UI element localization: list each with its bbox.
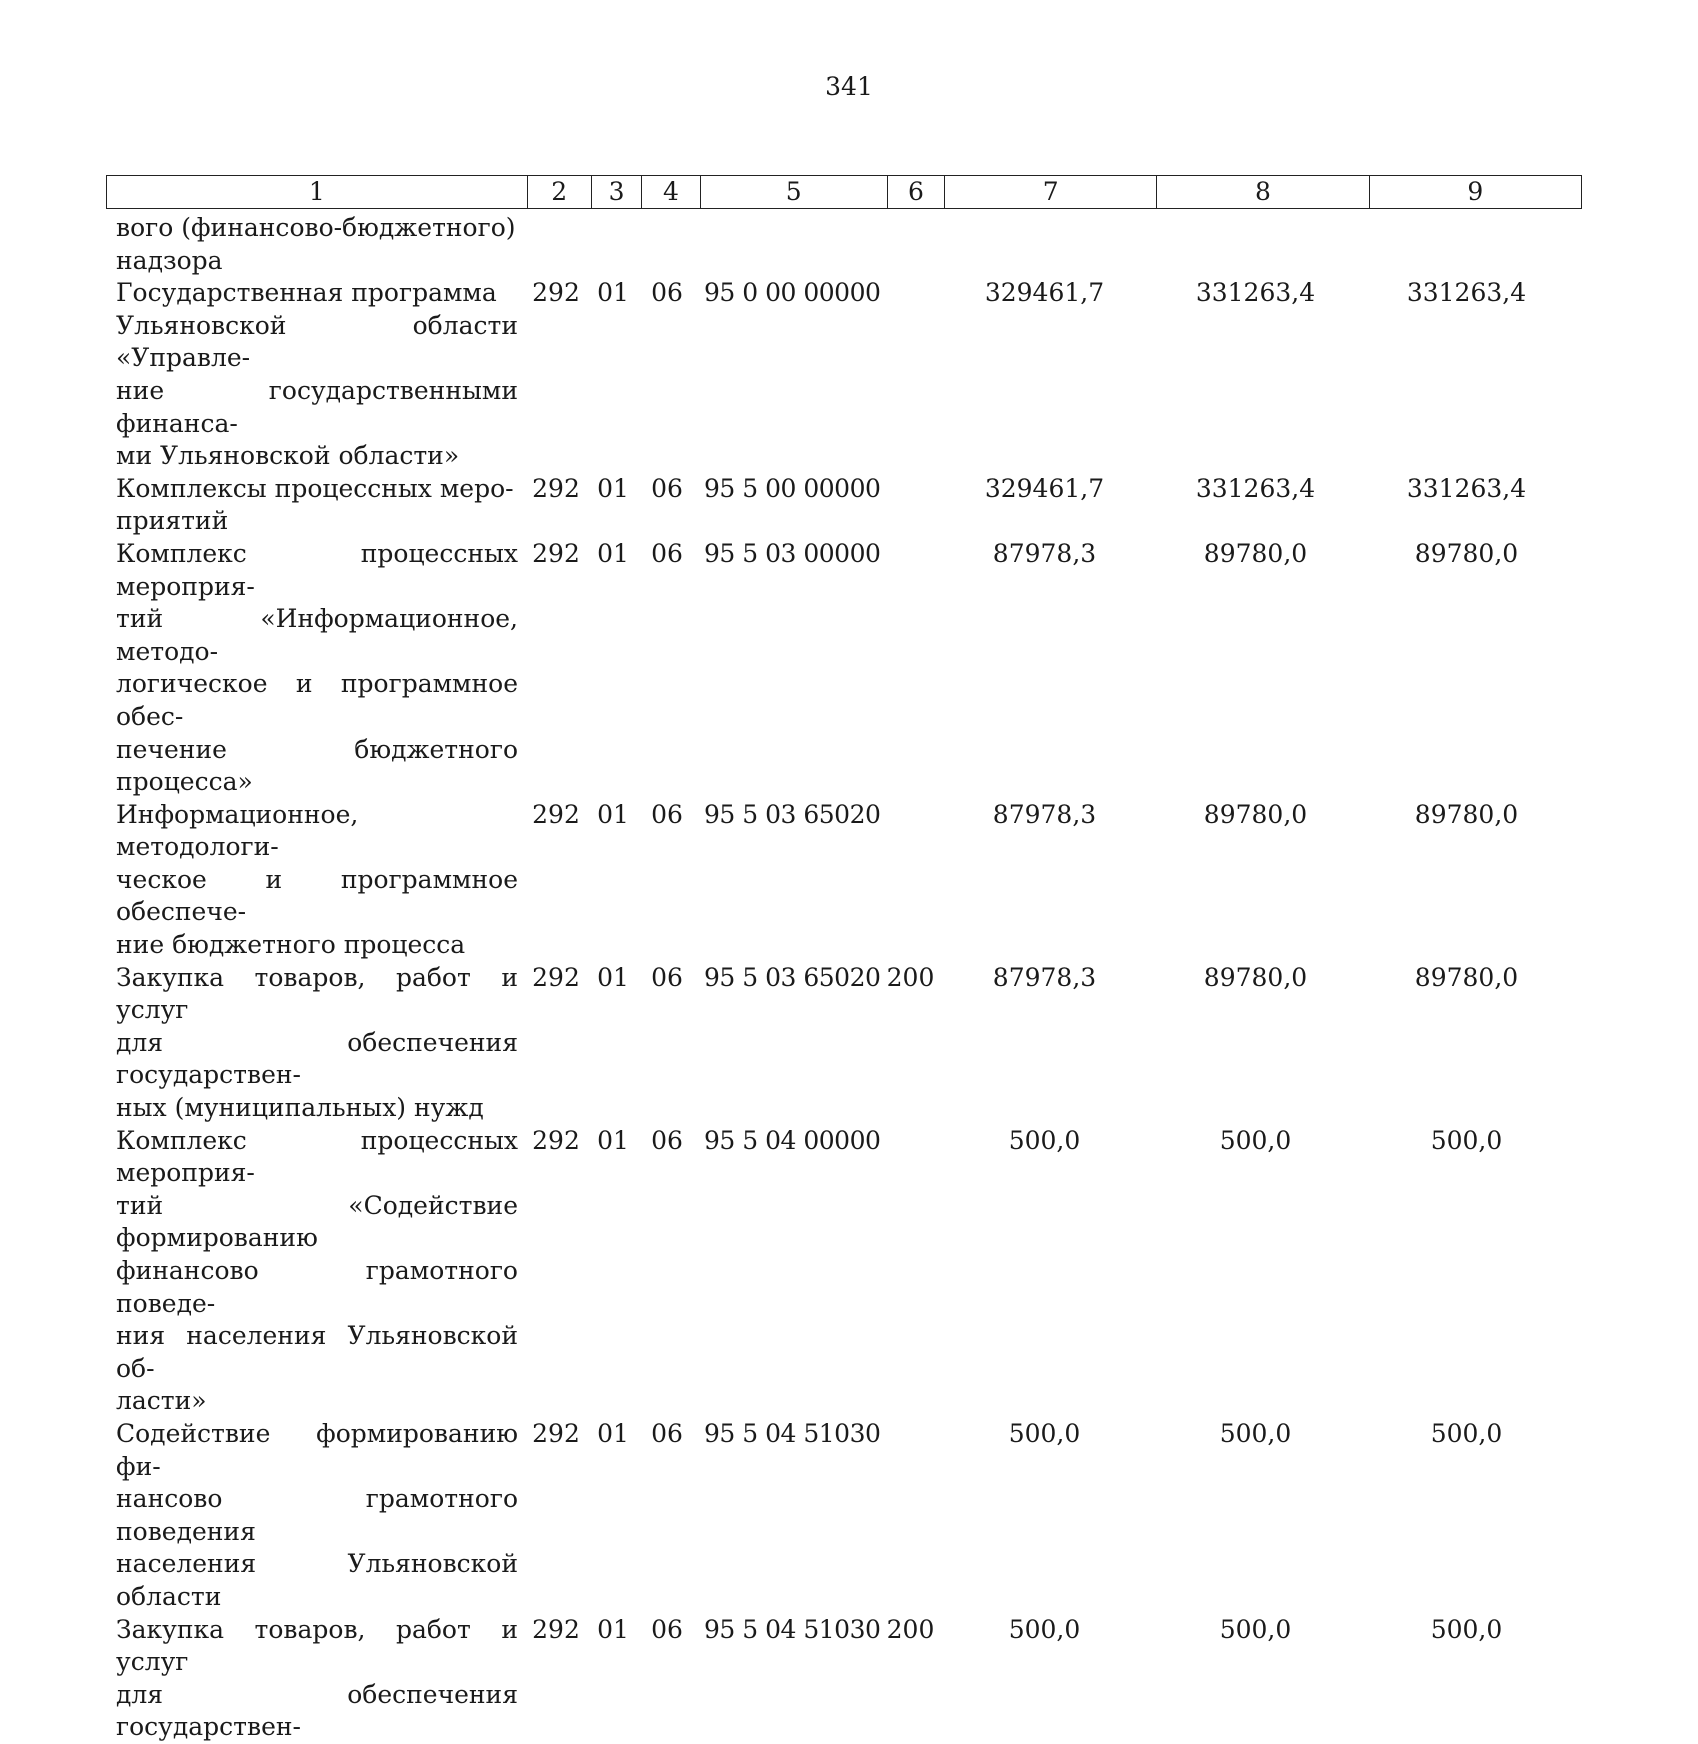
cell-col-9: 89780,0 <box>1414 962 1519 992</box>
cell-col-5: 95 5 00 00000 <box>704 473 881 503</box>
row-name: Закупка товаров, работ и услуг для обеспечения государствен- <box>116 1614 518 1742</box>
column-header-5: 5 <box>700 176 887 209</box>
cell-col-3: 01 <box>597 799 629 829</box>
cell-col-2: 292 <box>532 473 580 503</box>
cell-col-7: 329461,7 <box>984 278 1105 308</box>
row-name: Комплекс процессных мероприя- тий «Информационное, методо- логическое и программное обес- печение бюджетного процесса» <box>116 538 518 797</box>
cell-col-5: 95 5 04 00000 <box>704 1125 881 1155</box>
row-name: Комплекс процессных мероприя- тий «Содействие формированию финансово грамотного поведе- ния населения Ульяновской об- ласти» <box>116 1125 518 1416</box>
cell-col-2: 292 <box>532 962 580 992</box>
cell-col-2: 292 <box>532 1125 580 1155</box>
table-body <box>106 212 1582 1744</box>
cell-col-3: 01 <box>597 1125 629 1155</box>
page-number: 341 <box>825 72 873 101</box>
cell-col-4: 06 <box>651 473 683 503</box>
table-row <box>106 1614 1582 1744</box>
table-row <box>106 799 1582 962</box>
cell-col-8: 89780,0 <box>1203 799 1308 829</box>
cell-col-7: 500,0 <box>1008 1418 1081 1448</box>
cell-col-7: 500,0 <box>1008 1125 1081 1155</box>
cell-col-8: 500,0 <box>1219 1418 1292 1448</box>
row-name: Информационное, методологи- ческое и программное обеспече- ние бюджетного процесса <box>116 799 518 960</box>
cell-col-7: 329461,7 <box>984 473 1105 503</box>
cell-col-5: 95 5 04 51030 <box>704 1418 881 1448</box>
cell-col-8: 89780,0 <box>1203 962 1308 992</box>
column-header-3: 3 <box>591 176 641 209</box>
cell-col-3: 01 <box>597 1418 629 1448</box>
cell-col-4: 06 <box>651 1418 683 1448</box>
column-header-table <box>106 175 1582 209</box>
row-name: вого (финансово-бюджетного) надзора <box>116 213 516 275</box>
table-row <box>106 1418 1582 1614</box>
cell-col-7: 500,0 <box>1008 1614 1081 1644</box>
cell-col-8: 89780,0 <box>1203 538 1308 568</box>
cell-col-5: 95 5 03 65020 <box>704 799 881 829</box>
cell-col-3: 01 <box>597 538 629 568</box>
column-header-9: 9 <box>1369 176 1581 209</box>
table-row <box>106 1125 1582 1418</box>
row-name: Комплексы процессных меро- приятий <box>116 473 514 536</box>
cell-col-2: 292 <box>532 538 580 568</box>
cell-col-7: 87978,3 <box>992 962 1097 992</box>
cell-col-4: 06 <box>651 278 683 308</box>
column-header-8: 8 <box>1157 176 1369 209</box>
table-row <box>106 538 1582 799</box>
cell-col-2: 292 <box>532 1418 580 1448</box>
cell-col-9: 500,0 <box>1430 1614 1503 1644</box>
cell-col-3: 01 <box>597 962 629 992</box>
cell-col-8: 331263,4 <box>1195 473 1316 503</box>
cell-col-2: 292 <box>532 799 580 829</box>
row-name: Содействие формированию фи- нансово грамотного поведения населения Ульяновской области <box>116 1418 518 1611</box>
cell-col-5: 95 5 04 51030 <box>704 1614 881 1644</box>
column-header-1: 1 <box>107 176 528 209</box>
cell-col-8: 331263,4 <box>1195 278 1316 308</box>
table-row <box>106 277 1582 473</box>
cell-col-7: 87978,3 <box>992 799 1097 829</box>
cell-col-2: 292 <box>532 278 580 308</box>
cell-col-9: 500,0 <box>1430 1125 1503 1155</box>
cell-col-3: 01 <box>597 473 629 503</box>
cell-col-4: 06 <box>651 538 683 568</box>
cell-col-9: 89780,0 <box>1414 538 1519 568</box>
table-row <box>106 212 1582 277</box>
row-name: Закупка товаров, работ и услуг для обеспечения государствен- ных (муниципальных) нужд <box>116 962 518 1123</box>
cell-col-6: 200 <box>886 1614 935 1644</box>
column-header-7: 7 <box>945 176 1157 209</box>
cell-col-8: 500,0 <box>1219 1614 1292 1644</box>
cell-col-4: 06 <box>651 962 683 992</box>
cell-col-8: 500,0 <box>1219 1125 1292 1155</box>
cell-col-5: 95 0 00 00000 <box>704 278 881 308</box>
column-header-2: 2 <box>527 176 591 209</box>
cell-col-9: 331263,4 <box>1406 278 1527 308</box>
row-name: Государственная программа Ульяновской области «Управле- ние государственными финанса- ми Ульяновской области» <box>116 278 518 471</box>
cell-col-4: 06 <box>651 1614 683 1644</box>
cell-col-3: 01 <box>597 1614 629 1644</box>
cell-col-6: 200 <box>886 962 935 992</box>
cell-col-4: 06 <box>651 1125 683 1155</box>
cell-col-9: 500,0 <box>1430 1418 1503 1448</box>
column-header-4: 4 <box>642 176 700 209</box>
table-row <box>106 962 1582 1125</box>
cell-col-9: 331263,4 <box>1406 473 1527 503</box>
cell-col-9: 89780,0 <box>1414 799 1519 829</box>
cell-col-2: 292 <box>532 1614 580 1644</box>
column-header-6: 6 <box>887 176 944 209</box>
cell-col-3: 01 <box>597 278 629 308</box>
cell-col-5: 95 5 03 00000 <box>704 538 881 568</box>
column-header-row <box>107 176 1582 209</box>
cell-col-4: 06 <box>651 799 683 829</box>
cell-col-5: 95 5 03 65020 <box>704 962 881 992</box>
table-row <box>106 473 1582 538</box>
cell-col-7: 87978,3 <box>992 538 1097 568</box>
